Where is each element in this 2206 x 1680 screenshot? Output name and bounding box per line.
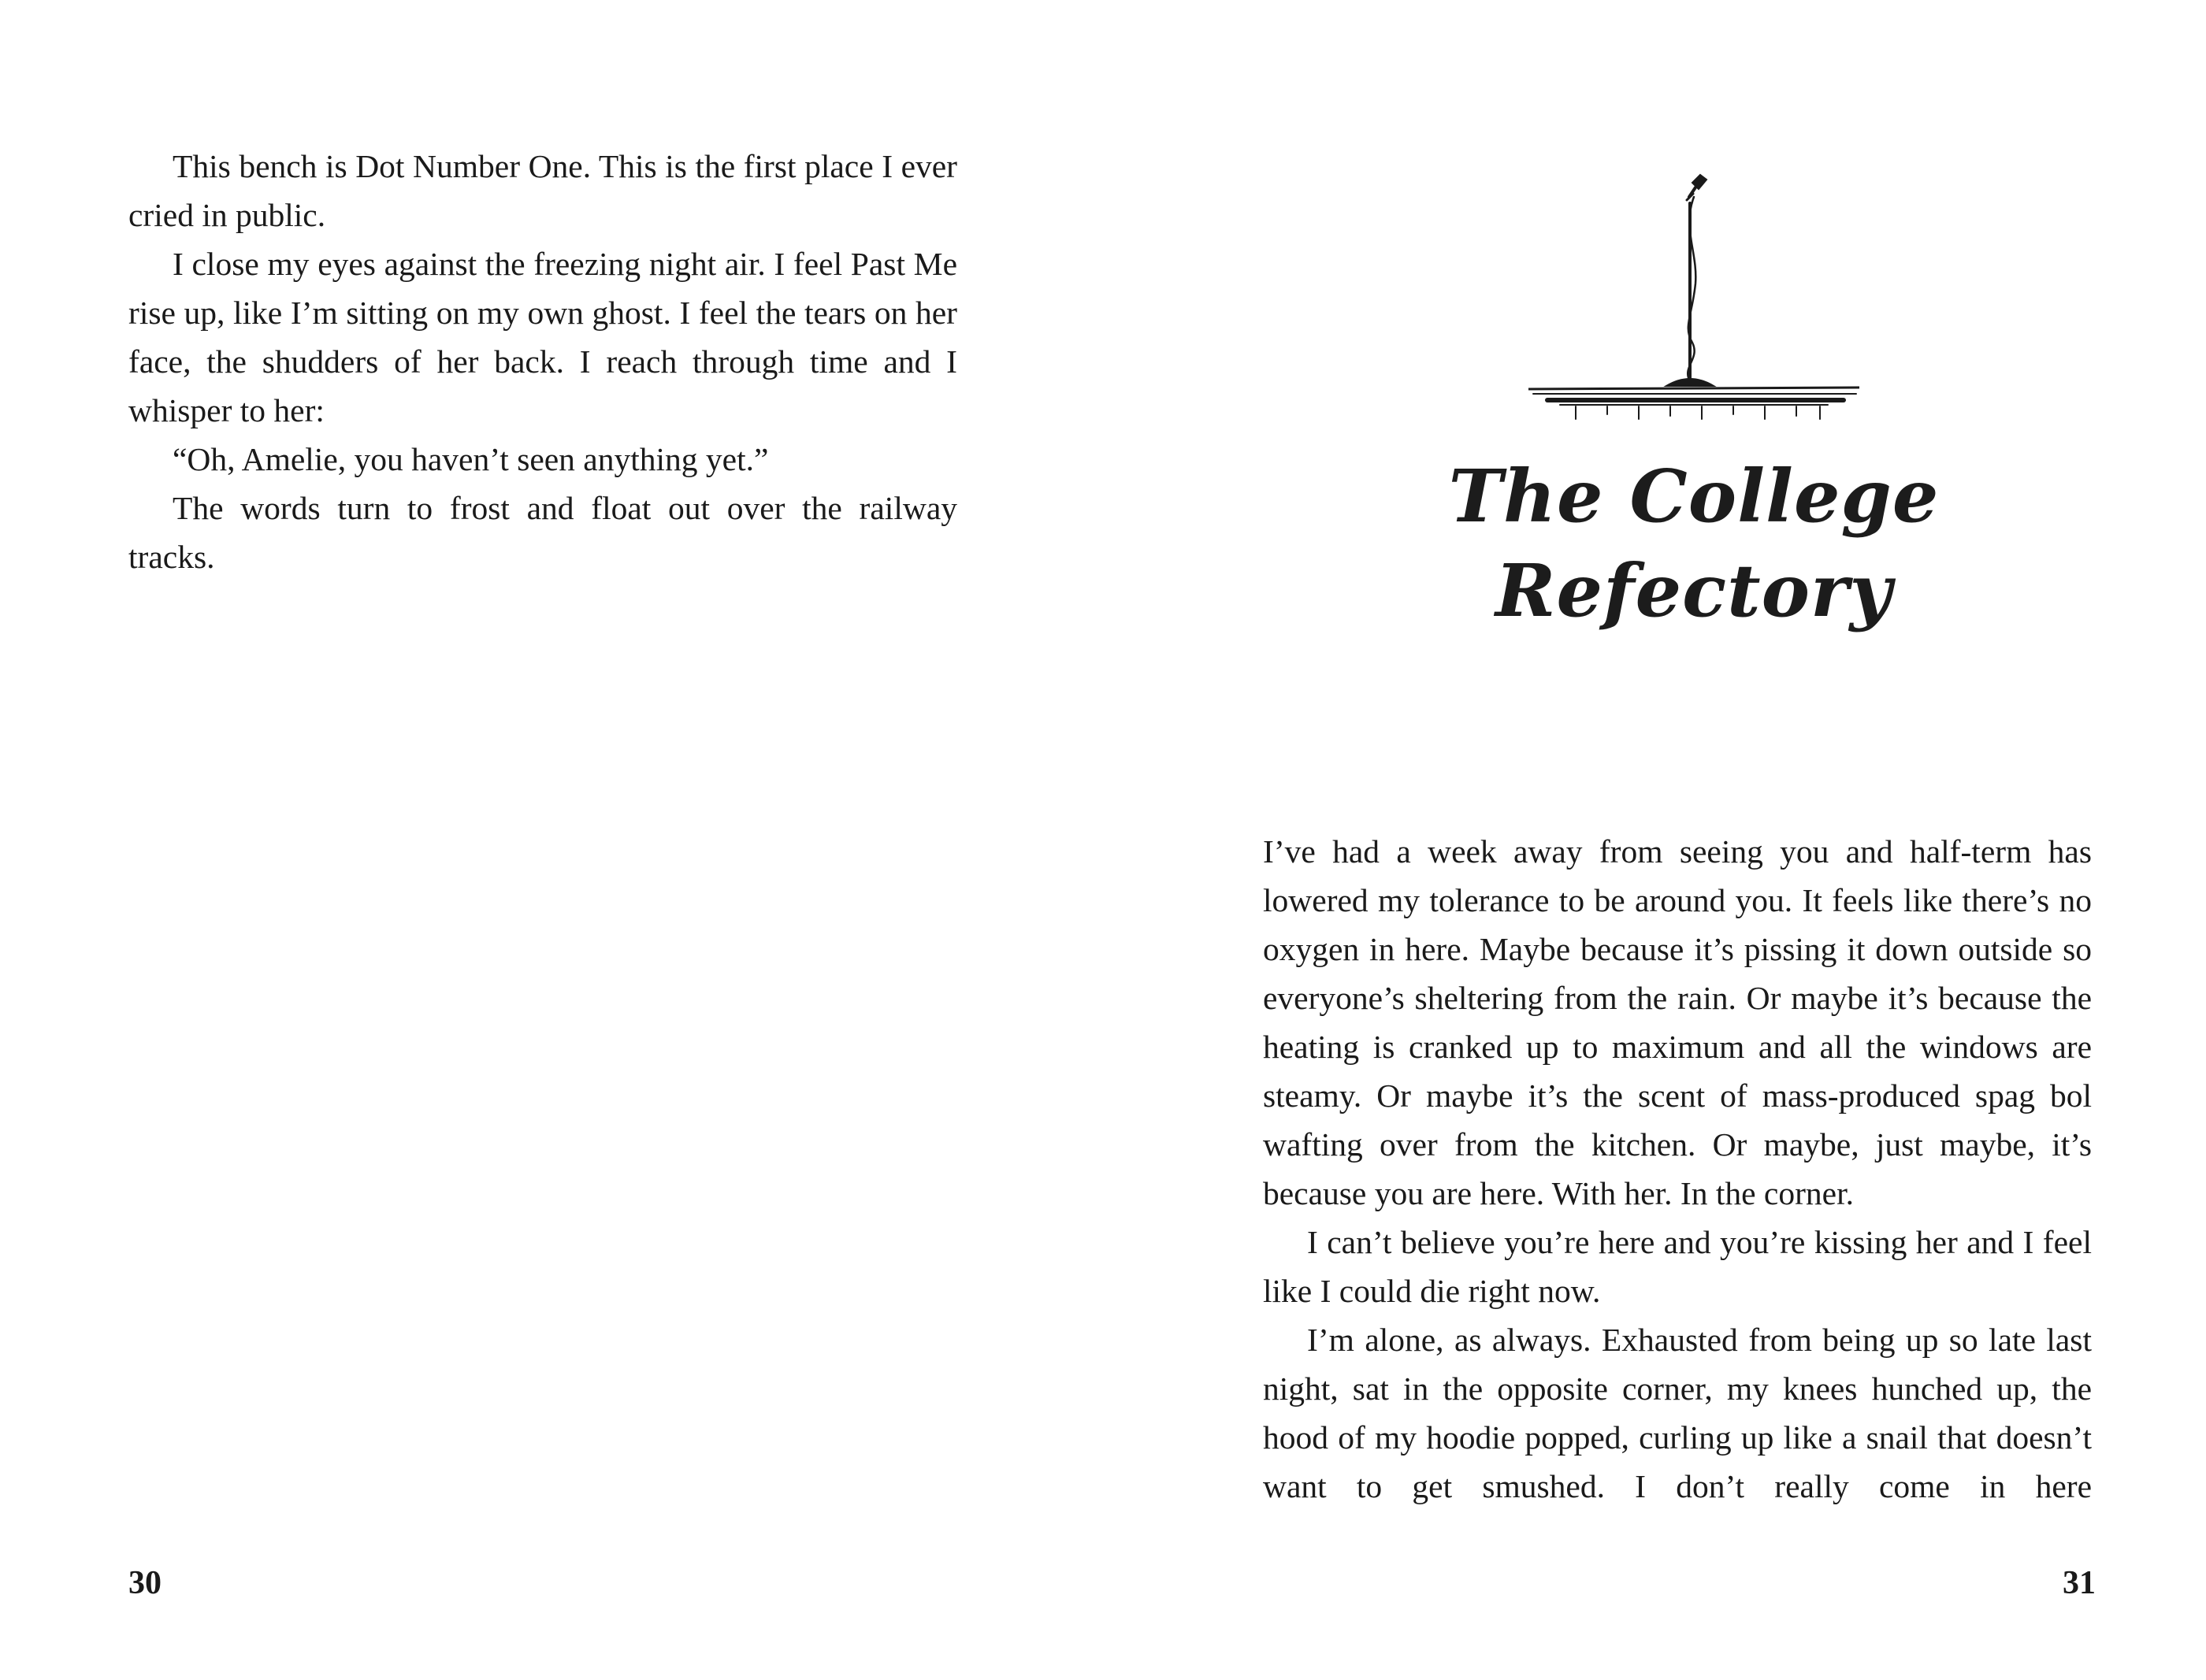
page-number-right: 31 — [2063, 1565, 2096, 1601]
right-page-body — [1263, 827, 2092, 1511]
left-page-body — [128, 142, 957, 581]
page-number-left: 30 — [128, 1565, 162, 1601]
body-paragraph: “Oh, Amelie, you haven’t seen anything yet.” — [173, 441, 769, 477]
chapter-title: The College Refectory — [1448, 454, 1940, 633]
body-paragraph: The words turn to frost and float out over the railway tracks. — [128, 490, 957, 575]
right-page — [1103, 0, 2206, 1680]
body-paragraph: I’ve had a week away from seeing you and half-term has lowered my tolerance to be around you. It feels like there’s no oxygen in here. Maybe because it’s pissing it down outside so everyone’s sheltering from the rain. Or maybe it’s because the heating is cranked up to maximum and all the windows are steamy. Or maybe it’s the scent of mass-produced spag bol wafting over from the kitchen. Or maybe, just maybe, it’s because you are here. With her. In the corner. — [1263, 833, 2092, 1211]
body-paragraph: This bench is Dot Number One. This is the first place I ever cried in public. — [128, 148, 957, 233]
body-paragraph: I close my eyes against the freezing night air. I feel Past Me rise up, like I’m sitting on my own ghost. I feel the tears on her face, the shudders of her back. I reach through time and I whisper to her: — [128, 246, 957, 428]
body-paragraph: I’m alone, as always. Exhausted from being up so late last night, sat in the opposite corner, my knees hunched up, the hood of my hoodie popped, curling up like a snail that doesn’t want to get smushed. I don’t really come in here — [1263, 1322, 2092, 1504]
body-paragraph: I can’t believe you’re here and you’re kissing her and I feel like I could die right now. — [1263, 1224, 2092, 1309]
microphone-stand-on-stage-icon — [1528, 165, 1859, 433]
